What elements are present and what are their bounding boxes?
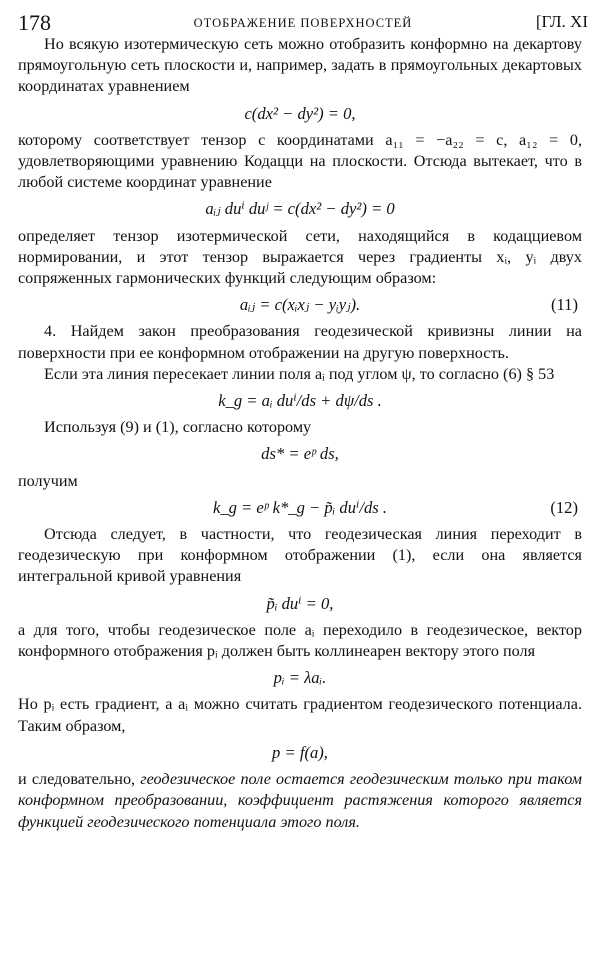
equation: c(dx² − dy²) = 0, xyxy=(244,103,356,123)
paragraph: Но всякую изотермическую сеть можно отобразить конформно на декартову прямоугольную сеть плоскости и, например, задать в прямоугольных декартовых координатах уравнением xyxy=(18,35,582,96)
equation-body: k_g = eᵖ k*_g − p̃ᵢ duⁱ/ds . xyxy=(212,497,388,517)
equation: pᵢ = λaᵢ. xyxy=(273,668,327,688)
equation-body: aᵢⱼ = c(xᵢxⱼ − yᵢyⱼ). xyxy=(239,295,361,315)
theorem-italic: геодезическое поле остается геодезическим только при таком конформном преобразовании, коэффициент растяжения которого является функцией геодезического потенциала этого поля. xyxy=(18,770,582,831)
paragraph: Но pᵢ есть градиент, а aᵢ можно считать градиентом геодезического потенциала. Таким образом, xyxy=(18,695,582,735)
paragraph: Используя (9) и (1), согласно которому xyxy=(44,418,312,437)
equation-numbered xyxy=(18,497,582,518)
equation: p = f(a), xyxy=(272,742,328,762)
paragraph: Отсюда следует, в частности, что геодезическая линия переходит в геодезическую при конформном отображении (1), если она является интегральной кривой уравнения xyxy=(18,525,582,586)
equation-number: (11) xyxy=(550,295,578,315)
equation: p̃ᵢ duⁱ = 0, xyxy=(266,593,334,613)
page-body xyxy=(18,34,582,833)
equation-numbered xyxy=(18,294,582,315)
equation: ds* = eᵖ ds, xyxy=(261,444,339,464)
equation-number: (12) xyxy=(550,497,578,517)
paragraph: Если эта линия пересекает линии поля aᵢ под углом ψ, то согласно (6) § 53 xyxy=(44,364,555,383)
paragraph: которому соответствует тензор с координатами a₁₁ = −a₂₂ = c, a₁₂ = 0, удовлетворяющими уравнению Кодацци на плоскости. Отсюда вытекает, что в любой системе координат уравнение xyxy=(18,130,582,192)
paragraph: получим xyxy=(18,471,78,490)
paragraph: 4. Найдем закон преобразования геодезической кривизны линии на поверхности при ее конформном отображении на другую поверхность. xyxy=(18,322,582,362)
theorem-lead: и следовательно, xyxy=(18,770,136,789)
paragraph: определяет тензор изотермической сети, находящийся в кодацциевом нормировании, и этот тензор выражается через градиенты xᵢ, yᵢ двух сопряженных гармонических функций следующим образом: xyxy=(18,226,582,288)
chapter-label: [ГЛ. XI xyxy=(535,12,588,31)
paragraph-theorem xyxy=(18,769,582,833)
running-title: ОТОБРАЖЕНИЕ ПОВЕРХНОСТЕЙ xyxy=(193,16,413,30)
equation: aᵢⱼ duⁱ duʲ = c(dx² − dy²) = 0 xyxy=(205,199,395,219)
page-header xyxy=(18,10,588,36)
equation: k_g = aᵢ duⁱ/ds + dψ/ds . xyxy=(218,391,382,411)
page-number: 178 xyxy=(18,10,51,35)
paragraph: а для того, чтобы геодезическое поле aᵢ переходило в геодезическое, вектор конформного отображения pᵢ должен быть коллинеарен вектору этого поля xyxy=(18,620,582,661)
